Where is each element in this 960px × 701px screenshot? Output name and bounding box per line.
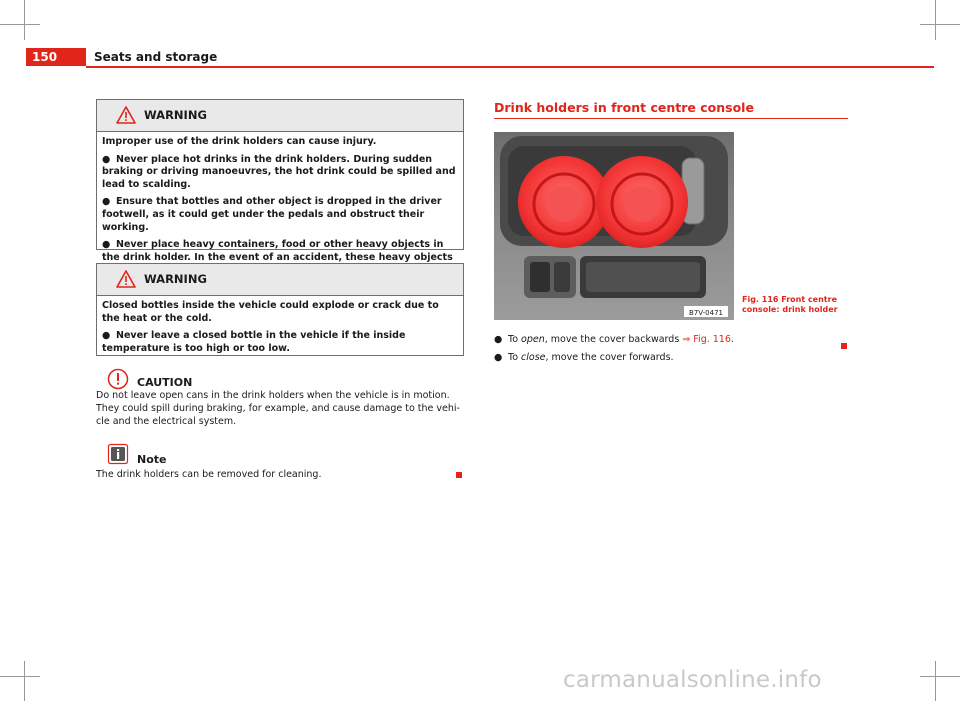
warning-bullet: ● Never place heavy containers, food or other heavy objects in the drink holder. In the event of an accident, these heavy objects [102,239,453,263]
warning-intro: Closed bottles inside the vehicle could explode or crack due to the heat or the cold. [102,300,439,324]
crop-mark [24,0,25,40]
warning-box [96,263,464,356]
section-title: Drink holders in front centre console [494,100,754,115]
note-text: The drink holders can be removed for cleaning. [96,469,322,480]
crop-mark [920,676,960,677]
crop-mark [935,0,936,40]
caution-label: CAUTION [137,376,193,389]
warning-triangle-icon [116,270,136,288]
page-number: 150 [26,48,86,66]
crop-mark [0,676,40,677]
crop-mark [935,661,936,701]
info-icon [107,443,129,465]
crop-mark [24,661,25,701]
watermark: carmanualsonline.info [563,667,822,693]
section-rule [494,118,848,119]
section-end-marker [456,472,462,478]
section-end-marker [841,343,847,349]
warning-intro: Improper use of the drink holders can cause injury. [102,136,377,147]
caution-icon [107,368,129,390]
instruction-close: ● To close, move the cover forwards. [494,352,674,363]
figure-caption: Fig. 116 Front centre console: drink holder [742,295,838,314]
warning-label: WARNING [144,272,207,286]
warning-header [97,100,463,132]
running-title: Seats and storage [94,50,218,64]
figure-link[interactable]: ⇒ Fig. 116 [682,334,731,345]
warning-label: WARNING [144,108,207,122]
crop-mark [920,24,960,25]
warning-bullet: ● Ensure that bottles and other object is dropped in the driver footwell, as it could get under the pedals and obstruct their working. [102,196,442,233]
caution-text: Do not leave open cans in the drink holders when the vehicle is in motion. They could spill during braking, for example, and cause damage to the vehi- cle and the electrical system. [96,390,460,427]
crop-mark [0,24,40,25]
console-drink-holder-figure [494,132,734,320]
note-label: Note [137,453,167,466]
instruction-open: ● To open, move the cover backwards ⇒ Fig. 116. [494,334,734,345]
warning-bullet: ● Never place hot drinks in the drink holders. During sudden braking or driving manoeuvres, the hot drink could be spilled and lead to scalding. [102,153,456,190]
figure-code: B7V-0471 [689,309,723,317]
warning-bullet: ● Never leave a closed bottle in the vehicle if the inside temperature is too high or too low. [102,330,406,354]
warning-box [96,99,464,263]
warning-body [97,296,463,360]
warning-header [97,264,463,296]
header-rule [86,66,934,68]
warning-triangle-icon [116,106,136,124]
